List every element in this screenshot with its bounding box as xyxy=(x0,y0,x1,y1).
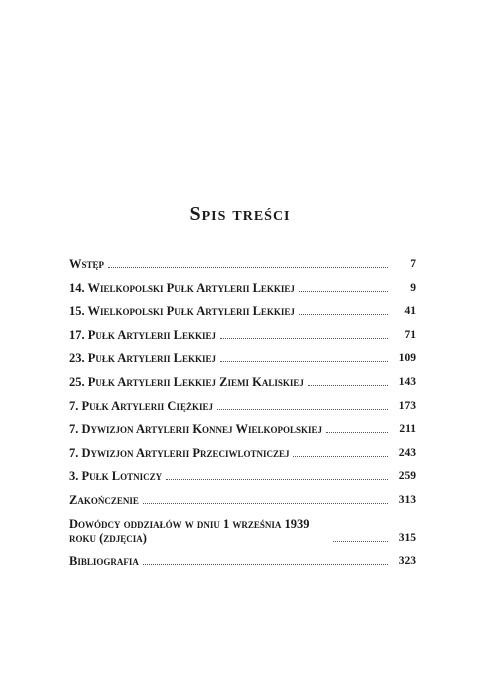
toc-entry-7-dak[interactable] xyxy=(69,422,416,436)
dot-leader xyxy=(308,384,388,386)
dot-leader xyxy=(326,431,388,433)
dot-leader xyxy=(217,408,388,410)
table-of-contents xyxy=(69,257,416,578)
toc-entry-page: 41 xyxy=(404,305,416,318)
toc-entry-page: 313 xyxy=(398,493,416,506)
toc-entry-page: 315 xyxy=(398,531,416,544)
dot-leader xyxy=(293,455,388,457)
toc-entry-title: Bibliografia xyxy=(69,554,139,569)
toc-entry-7-dapl[interactable] xyxy=(69,446,416,460)
dot-leader xyxy=(143,563,388,565)
toc-entry-title: 7. Pułk Artylerii Ciężkiej xyxy=(69,398,213,413)
dot-leader xyxy=(166,478,388,480)
toc-title: Spis treści xyxy=(189,203,291,225)
toc-entry-title: 7. Dywizjon Artylerii Konnej Wielkopolskiej xyxy=(69,422,322,437)
toc-entry-page: 9 xyxy=(410,281,416,294)
toc-entry-page: 71 xyxy=(404,328,416,341)
toc-entry-title: 23. Pułk Artylerii Lekkiej xyxy=(69,351,217,366)
toc-entry-title: 3. Pułk Lotniczy xyxy=(69,469,163,484)
toc-entry-dowodcy[interactable] xyxy=(69,517,416,545)
dot-leader xyxy=(299,290,388,292)
dot-leader xyxy=(220,337,388,339)
toc-entry-page: 7 xyxy=(410,258,416,270)
toc-entry-7-pac[interactable] xyxy=(69,399,416,413)
toc-entry-3-pl[interactable] xyxy=(69,469,416,483)
dot-leader xyxy=(333,540,388,542)
toc-entry-title: Zakończenie xyxy=(69,492,139,507)
toc-entry-page: 173 xyxy=(398,399,416,412)
toc-entry-zakonczenie[interactable] xyxy=(69,493,416,507)
toc-entry-page: 109 xyxy=(398,352,416,365)
dot-leader xyxy=(143,502,388,504)
toc-entry-page: 211 xyxy=(399,423,416,436)
toc-entry-17-pal[interactable] xyxy=(69,328,416,342)
toc-entry-title: 17. Pułk Artylerii Lekkiej xyxy=(69,327,217,342)
toc-entry-wstep[interactable] xyxy=(69,257,416,271)
dot-leader xyxy=(220,360,388,362)
toc-entry-15-pal[interactable] xyxy=(69,304,416,318)
toc-entry-25-pal[interactable] xyxy=(69,375,416,389)
toc-entry-title: 14. Wielkopolski Pułk Artylerii Lekkiej xyxy=(69,280,295,295)
dot-leader xyxy=(108,266,388,268)
toc-entry-title: Dowódcy oddziałów w dniu 1 września 1939 roku (zdjęcia) xyxy=(69,516,310,545)
toc-entry-14-pal[interactable] xyxy=(69,281,416,295)
toc-entry-title: 25. Pułk Artylerii Lekkiej Ziemi Kaliskiej xyxy=(69,374,304,389)
toc-entry-bibliografia[interactable] xyxy=(69,554,416,568)
toc-entry-page: 143 xyxy=(398,375,416,388)
toc-entry-title: Wstęp xyxy=(69,257,105,271)
toc-entry-title: 15. Wielkopolski Pułk Artylerii Lekkiej xyxy=(69,304,295,319)
toc-entry-23-pal[interactable] xyxy=(69,351,416,365)
toc-entry-title: 7. Dywizjon Artylerii Przeciwlotniczej xyxy=(69,445,290,460)
toc-entry-page: 323 xyxy=(398,555,416,568)
dot-leader xyxy=(299,313,388,315)
toc-entry-page: 259 xyxy=(398,470,416,483)
toc-entry-page: 243 xyxy=(398,446,416,459)
